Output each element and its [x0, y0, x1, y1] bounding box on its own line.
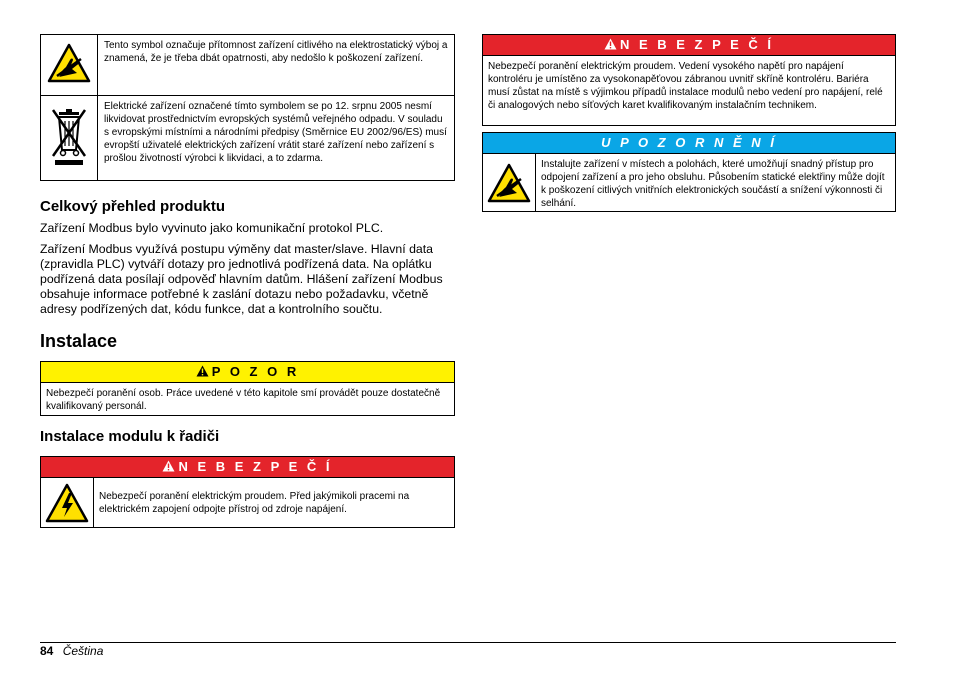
symbol-row-esd: [41, 35, 455, 96]
notice-header: [483, 133, 895, 154]
caution-label: P O Z O R: [211, 364, 300, 379]
warning-triangle-icon: [162, 460, 175, 472]
danger-label-right: N E B E Z P E Č Í: [619, 37, 775, 52]
overview-paragraph-2: Zařízení Modbus využívá postupu výměny dat master/slave. Hlavní data (zpravidla PLC) vytváří dotazy pro jednotlivá podřízená data. Na oplátku podřízená data posílají odpověď hlavním datům. Hlášení zařízení Modbus obsahuje informace potřebné k zaslání dotazu nebo požadavku, včetně adresy podřízených dat, kódu funkce, dat a kontrolního součtu.: [40, 242, 443, 316]
esd-warning-icon: [487, 163, 531, 203]
footer-language: Čeština: [62, 644, 104, 658]
notice-text: Instalujte zařízení v místech a polohách, které umožňují snadný přístup pro odpojení zařízení a pro jeho obsluhu. Působením statické elektřiny může dojít k poškození citlivých vnitřních elektronických součástí a snížení výkonnosti či selhání.: [541, 159, 885, 209]
warning-triangle-icon: [604, 38, 617, 50]
esd-symbol-text: Tento symbol označuje přítomnost zařízení citlivého na elektrostatický výboj a znamená, že je třeba dbát opatrnosti, aby nedošlo k poškození zařízení.: [98, 35, 455, 96]
symbols-table: [40, 34, 455, 181]
symbol-row-weee: [41, 96, 455, 181]
danger-box-left: [40, 456, 455, 528]
notice-box: [482, 132, 896, 212]
danger-header-left: [41, 457, 454, 478]
notice-icon-cell: [483, 154, 536, 212]
danger-text-right: Nebezpečí poranění elektrickým proudem. Vedení vysokého napětí pro napájení kontroléru je umístěno za vysokonapěťovou zábranou uvnitř skříně kontroléru. Bariéra musí zůstat na místě s výjimkou případů instalace modulů nebo vedení pro napájení, relé či analogových nebo síťových karet kvalifikovaným instalačním technikem.: [488, 61, 883, 111]
danger-label-left: N E B E Z P E Č Í: [178, 459, 333, 474]
danger-header-right: [483, 35, 895, 56]
weee-crossed-bin-icon: [49, 106, 89, 166]
caution-box: [40, 361, 455, 416]
esd-warning-icon: [47, 43, 91, 83]
page-number: 84: [40, 644, 54, 658]
warning-triangle-icon: [196, 365, 209, 377]
danger-icon-cell: [41, 478, 94, 528]
overview-paragraph-1: Zařízení Modbus bylo vyvinuto jako komunikační protokol PLC.: [40, 221, 384, 235]
installation-heading: Instalace: [40, 331, 118, 351]
weee-symbol-text: Elektrické zařízení označené tímto symbolem se po 12. srpnu 2005 nesmí likvidovat prostřednictvím evropských systémů veřejného odpadu. V souladu s evropskými místními a národními předpisy (Směrnice EU 2002/96/ES) musí evropští uživatelé elektrických zařízení vrátit staré zařízení nebo zařízení s prošlou životností výrobci k likvidaci, a to zdarma.: [98, 96, 455, 181]
caution-header: [41, 362, 454, 383]
electrical-shock-icon: [45, 483, 89, 523]
notice-label: U P O Z O R N Ě N Í: [601, 135, 777, 150]
weee-symbol-cell: [41, 96, 98, 181]
footer-divider: [40, 642, 896, 643]
danger-box-right: [482, 34, 896, 126]
caution-text: Nebezpečí poranění osob. Práce uvedené v této kapitole smí provádět pouze dostatečně kvalifikovaný personál.: [46, 388, 441, 412]
module-installation-heading: Instalace modulu k řadiči: [40, 428, 220, 445]
esd-symbol-cell: [41, 35, 98, 96]
danger-text-left: Nebezpečí poranění elektrickým proudem. Před jakýmikoli pracemi na elektrickém zapojení odpojte přístroj od zdroje napájení.: [99, 491, 410, 515]
overview-heading: Celkový přehled produktu: [40, 198, 226, 215]
footer: [40, 644, 103, 658]
